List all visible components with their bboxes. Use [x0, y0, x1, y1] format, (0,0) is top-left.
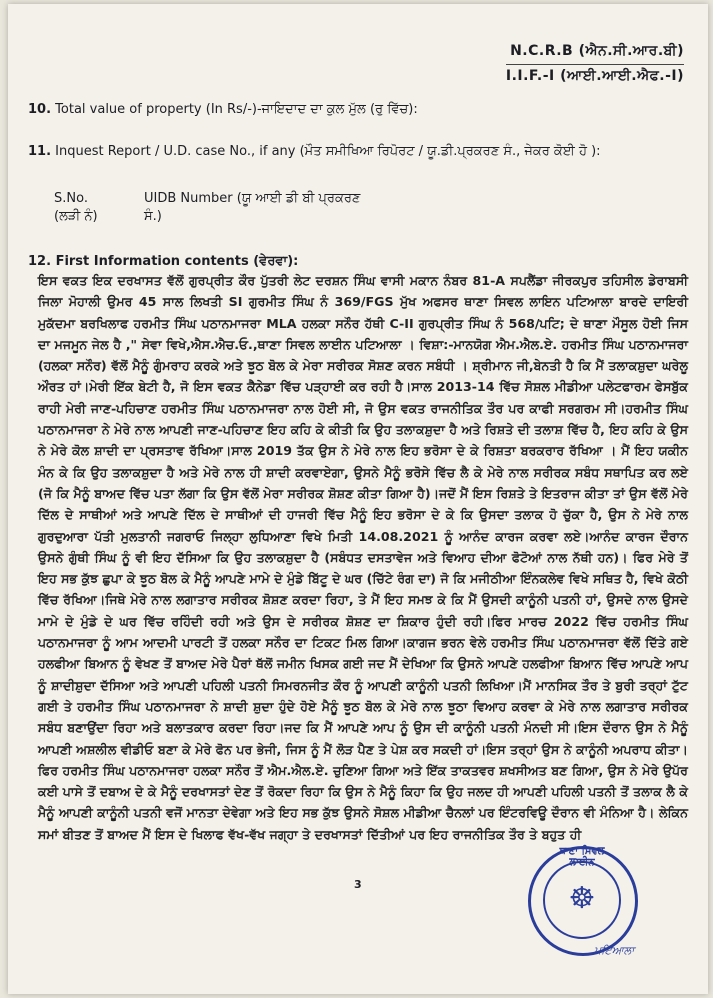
sno-column-header: S.No. (ਲੜੀ ਨੰ) [54, 191, 98, 224]
field-10 [28, 102, 418, 117]
ncrb-label: N.C.R.B (ਐਨ.ਸੀ.ਆਰ.ਬੀ) [510, 43, 684, 59]
uidb-column-header: UIDB Number (ਯੂ ਆਈ ਡੀ ਬੀ ਪ੍ਰਕਰਣ ਸੰ.) [144, 191, 361, 224]
document-page [8, 4, 708, 994]
field-11-label: Inquest Report / U.D. case No., if any (ਮੌਤ ਸਮੀਖਿਆ ਰਿਪੋਰਟ / ਯੂ.ਡੀ.ਪ੍ਰਕਰਣ ਸੰ., ਜੇਕਰ ਕੋਈ ਹੋ ): [55, 144, 601, 159]
field-12-number: 12. [28, 254, 52, 269]
stamp-text: ਥਾਣਾ ਸਿਵਲ ਲਾਈਨ [559, 846, 605, 868]
field-10-label: Total value of property (In Rs/-)-ਜਾਇਦਾਦ ਦਾ ਕੁਲ ਮੁੱਲ (ਰੁ ਵਿੱਚ): [55, 102, 418, 117]
field-11 [28, 144, 601, 159]
fir-contents: ਇਸ ਵਕਤ ਇਕ ਦਰਖਾਸਤ ਵੱਲੋਂ ਗੁਰਪ੍ਰੀਤ ਕੌਰ ਪੁੱਤਰੀ ਲੇਟ ਦਰਸ਼ਨ ਸਿੰਘ ਵਾਸੀ ਮਕਾਨ ਨੰਬਰ 81-A ਸਪਲੈਂਡਾ ਜੀਰਕਪੁਰ ਤਹਿਸੀਲ ਡੇਰਾਬਸੀ ਜਿਲਾ ਮੋਹਾਲੀ ਉਮਰ 45 ਸਾਲ ਲਿਖਤੀ SI ਗੁਰਮੀਤ ਸਿੰਘ ਨੰ 369/FGS ਮੁੱਖ ਅਫਸਰ ਥਾਣਾ ਸਿਵਲ ਲਾਇਨ ਪਟਿਆਲਾ ਬਾਰਦੇ ਦਾਇਰੀ ਮੁਕੱਦਮਾ ਬਰਖਿਲਾਫ ਹਰਮੀਤ ਸਿੰਘ ਪਠਾਨਮਾਜਰਾ MLA ਹਲਕਾ ਸਨੌਰ ਹੱਥੀ C-II ਗੁਰਪ੍ਰੀਤ ਸਿੰਘ ਨੰ 568/ਪਟਿ; ਦੇ ਥਾਣਾ ਮੌਸੂਲ ਹੋਈ ਜਿਸ ਦਾ ਮਜਮੂਨ ਜੇਲ ਹੈ ," ਸੇਵਾ ਵਿਖੇ,ਐਸ.ਐਚ.ਓ.,ਥਾਣਾ ਸਿਵਲ ਲਾਈਨ ਪਟਿਆਲਾ । ਵਿਸ਼ਾ:-ਮਾਨਯੋਗ ਐਮ.ਐਲ.ਏ. ਹਰਮੀਤ ਸਿੰਘ ਪਠਾਨਮਾਜਰਾ (ਹਲਕਾ ਸਨੌਰ) ਵੱਲੋਂ ਮੈਨੂੰ ਗੁੰਮਰਾਹ ਕਰਕੇ ਅਤੇ ਝੂਠ ਬੋਲ ਕੇ ਮੇਰਾ ਸਰੀਰਕ ਸੋਸ਼ਣ ਕਰਨ ਸਬੰਧੀ । ਸ਼੍ਰੀਮਾਨ ਜੀ,ਬੇਨਤੀ ਹੈ ਕਿ ਮੈਂ ਤਲਾਕਸ਼ੁਦਾ ਘਰੇਲੂ ਔਰਤ ਹਾਂ।ਮੇਰੀ ਇੱਕ ਬੇਟੀ ਹੈ, ਜੋ ਇਸ ਵਕਤ ਕੈਨੇਡਾ ਵਿੱਚ ਪੜ੍ਹਾਈ ਕਰ ਰਹੀ ਹੈ।ਸਾਲ 2013-14 ਵਿੱਚ ਸੋਸ਼ਲ ਮੀਡੀਆ ਪਲੇਟਫਾਰਮ ਫੇਸਬੁੱਕ ਰਾਹੀ ਮੇਰੀ ਜਾਣ-ਪਹਿਚਾਣ ਹਰਮੀਤ ਸਿੰਘ ਪਠਾਨਮਾਜਰਾ ਨਾਲ ਹੋਈ ਸੀ, ਜੋ ਉਸ ਵਕਤ ਰਾਜਨੀਤਿਕ ਤੌਰ ਪਰ ਕਾਫੀ ਸਰਗਰਮ ਸੀ।ਹਰਮੀਤ ਸਿੰਘ ਪਠਾਨਮਾਜਰਾ ਨੇ ਮੇਰੇ ਨਾਲ ਆਪਣੀ ਜਾਣ-ਪਹਿਚਾਣ ਇਹ ਕਹਿ ਕੇ ਕੀਤੀ ਕਿ ਉਹ ਤਲਾਕਸ਼ੁਦਾ ਹੈ ਅਤੇ ਰਿਸ਼ਤੇ ਦੀ ਤਲਾਸ਼ ਵਿੱਚ ਹੈ, ਇਹ ਕਹਿ ਕੇ ਉਸ ਨੇ ਮੇਰੇ ਕੋਲ ਸ਼ਾਦੀ ਦਾ ਪ੍ਰਸਤਾਵ ਰੱਖਿਆ।ਸਾਲ 2019 ਤੱਕ ਉਸ ਨੇ ਮੇਰੇ ਨਾਲ ਇਹ ਭਰੋਸਾ ਦੇ ਕੇ ਰਿਸ਼ਤਾ ਬਰਕਰਾਰ ਰੱਖਿਆ । ਮੈਂ ਇਹ ਯਕੀਨ ਮੰਨ ਕੇ ਕਿ ਉਹ ਤਲਾਕਸ਼ੁਦਾ ਹੈ ਅਤੇ ਮੇਰੇ ਨਾਲ ਹੀ ਸ਼ਾਦੀ ਕਰਵਾਏਗਾ, ਉਸਨੇ ਮੈਨੂੰ ਭਰੋਸੇ ਵਿੱਚ ਲੈ ਕੇ ਮੇਰੇ ਨਾਲ ਸਰੀਰਕ ਸਬੰਧ ਸਥਾਪਿਤ ਕਰ ਲਏ (ਜੋ ਕਿ ਮੈਨੂੰ ਬਾਅਦ ਵਿੱਚ ਪਤਾ ਲੱਗਾ ਕਿ ਉਸ ਵੱਲੋਂ ਮੇਰਾ ਸਰੀਰਕ ਸ਼ੋਸ਼ਣ ਕੀਤਾ ਗਿਆ ਹੈ)।ਜਦੋਂ ਮੈਂ ਇਸ ਰਿਸ਼ਤੇ ਤੇ ਇਤਰਾਜ ਕੀਤਾ ਤਾਂ ਉਸ ਵੱਲੋਂ ਮੇਰੇ ਦਿੱਲ ਦੇ ਸਾਥੀਆਂ ਅਤੇ ਆਪਣੇ ਦਿੱਲ ਦੇ ਸਾਥੀਆਂ ਦੀ ਹਾਜਰੀ ਵਿੱਚ ਮੈਨੂੰ ਇਹ ਭਰੋਸਾ ਦੇ ਕੇ ਕਿ ਉਸਦਾ ਤਲਾਕ ਹੋ ਚੁੱਕਾ ਹੈ, ਉਸ ਨੇ ਮੇਰੇ ਨਾਲ ਗੁਰਦੁਆਰਾ ਪੱਤੀ ਮੁਲਤਾਨੀ ਜਗਰਾਓ ਜਿਲ੍ਹਾ ਲੁਧਿਆਣਾ ਵਿਖੇ ਮਿਤੀ 14.08.2021 ਨੂੰ ਆਨੰਦ ਕਾਰਜ ਕਰਵਾ ਲਏ।ਆਨੰਦ ਕਾਰਜ ਦੌਰਾਨ ਉਸਨੇ ਗੁੰਥੀ ਸਿੰਘ ਨੂੰ ਵੀ ਇਹ ਦੱਸਿਆ ਕਿ ਉਹ ਤਲਾਕਸ਼ੁਦਾ ਹੈ (ਸਬੰਧਤ ਦਸਤਾਵੇਜ ਅਤੇ ਵਿਆਹ ਦੀਆ ਫੋਟੋਆਂ ਨਾਲ ਨੱਥੀ ਹਨ)। ਫਿਰ ਮੇਰੇ ਤੋਂ ਇਹ ਸਭ ਕੁੱਝ ਛੁਪਾ ਕੇ ਝੂਠ ਬੋਲ ਕੇ ਮੈਨੂੰ ਆਪਣੇ ਮਾਮੇ ਦੇ ਮੁੰਡੇ ਬਿੱਟੂ ਦੇ ਘਰ (ਚਿੱਟੇ ਰੰਗ ਦਾ) ਜੋ ਕਿ ਮਜੀਠੀਆ ਇੰਨਕਲੇਵ ਵਿਖੇ ਸਥਿਤ ਹੈ, ਵਿਖੇ ਕੋਠੀ ਵਿੱਚ ਰੱਖਿਆ।ਜਿਥੇ ਮੇਰੇ ਨਾਲ ਲਗਾਤਾਰ ਸਰੀਰਕ ਸ਼ੋਸ਼ਣ ਕਰਦਾ ਰਿਹਾ, ਤੇ ਮੈਂ ਇਹ ਸਮਝ ਕੇ ਕਿ ਮੈਂ ਉਸਦੀ ਕਾਨੂੰਨੀ ਪਤਨੀ ਹਾਂ, ਉਸਦੇ ਨਾਲ ਉਸਦੇ ਮਾਮੇ ਦੇ ਮੁੰਡੇ ਦੇ ਘਰ ਵਿੱਚ ਰਹਿੰਦੀ ਰਹੀ ਅਤੇ ਉਸ ਦੇ ਸਰੀਰਕ ਸ਼ੋਸ਼ਣ ਦਾ ਸ਼ਿਕਾਰ ਹੁੰਦੀ ਰਹੀ।ਫਿਰ ਮਾਰਚ 2022 ਵਿੱਚ ਹਰਮੀਤ ਸਿੰਘ ਪਠਾਨਮਾਜਰਾ ਨੂੰ ਆਮ ਆਦਮੀ ਪਾਰਟੀ ਤੋਂ ਹਲਕਾ ਸਨੌਰ ਦਾ ਟਿਕਟ ਮਿਲ ਗਿਆ।ਕਾਗਜ ਭਰਨ ਵੇਲੇ ਹਰਮੀਤ ਸਿੰਘ ਪਠਾਨਮਾਜਰਾ ਵੱਲੋਂ ਦਿੱਤੇ ਗਏ ਹਲਫੀਆ ਬਿਆਨ ਨੂੰ ਵੇਖਣ ਤੋਂ ਬਾਅਦ ਮੇਰੇ ਪੈਰਾਂ ਥੱਲੋਂ ਜਮੀਨ ਖਿਸਕ ਗਈ ਜਦ ਮੈਂ ਦੇਖਿਆ ਕਿ ਉਸਨੇ ਆਪਣੇ ਹਲਫੀਆ ਬਿਆਨ ਵਿੱਚ ਆਪਣੇ ਆਪ ਨੂੰ ਸ਼ਾਦੀਸ਼ੁਦਾ ਦੱਸਿਆ ਅਤੇ ਆਪਣੀ ਪਹਿਲੀ ਪਤਨੀ ਸਿਮਰਨਜੀਤ ਕੌਰ ਨੂੰ ਆਪਣੀ ਕਾਨੂੰਨੀ ਪਤਨੀ ਲਿਖਿਆ।ਮੈਂ ਮਾਨਸਿਕ ਤੌਰ ਤੇ ਬੁਰੀ ਤਰ੍ਹਾਂ ਟੁੱਟ ਗਈ ਤੇ ਹਰਮੀਤ ਸਿੰਘ ਪਠਾਨਮਾਜਰਾ ਨੇ ਸ਼ਾਦੀ ਸ਼ੁਦਾ ਹੁੰਦੇ ਹੋਏ ਮੈਨੂੰ ਝੂਠ ਬੋਲ ਕੇ ਮੇਰੇ ਨਾਲ ਝੂਠਾ ਵਿਆਹ ਕਰਵਾ ਕੇ ਮੇਰੇ ਨਾਲ ਲਗਾਤਾਰ ਸਰੀਰਕ ਸਬੰਧ ਬਣਾਉਂਦਾ ਰਿਹਾ ਅਤੇ ਬਲਾਤਕਾਰ ਕਰਦਾ ਰਿਹਾ।ਜਦ ਕਿ ਮੈਂ ਆਪਣੇ ਆਪ ਨੂੰ ਉਸ ਦੀ ਕਾਨੂੰਨੀ ਪਤਨੀ ਮੰਨਦੀ ਸੀ।ਇਸ ਦੌਰਾਨ ਉਸ ਨੇ ਮੈਨੂੰ ਆਪਣੀ ਅਸ਼ਲੀਲ ਵੀਡੀਓ ਬਣਾ ਕੇ ਮੇਰੇ ਫੋਨ ਪਰ ਭੇਜੀ, ਜਿਸ ਨੂੰ ਮੈਂ ਲੋੜ ਪੈਣ ਤੇ ਪੇਸ਼ ਕਰ ਸਕਦੀ ਹਾਂ।ਇਸ ਤਰ੍ਹਾਂ ਉਸ ਨੇ ਕਾਨੂੰਨੀ ਅਪਰਾਧ ਕੀਤਾ।ਫਿਰ ਹਰਮੀਤ ਸਿੰਘ ਪਠਾਨਮਾਜਰਾ ਹਲਕਾ ਸਨੌਰ ਤੋਂ ਐਮ.ਐਲ.ਏ. ਚੁਣਿਆ ਗਿਆ ਅਤੇ ਇੱਕ ਤਾਕਤਵਰ ਸ਼ਖਸੀਅਤ ਬਣ ਗਿਆ, ਉਸ ਨੇ ਮੇਰੇ ਉਪੱਰ ਕਈ ਪਾਸੇ ਤੋਂ ਦਬਾਅ ਦੇ ਕੇ ਮੈਨੂੰ ਦਰਖਾਸਤਾਂ ਦੇਣ ਤੋਂ ਰੋਕਦਾ ਰਿਹਾ ਕਿ ਉਸ ਨੇ ਮੈਨੂੰ ਕਿਹਾ ਕਿ ਉਹ ਜਲਦ ਹੀ ਆਪਣੀ ਪਹਿਲੀ ਪਤਨੀ ਤੋਂ ਤਲਾਕ ਲੈ ਕੇ ਮੈਨੂੰ ਆਪਣੀ ਕਾਨੂੰਨੀ ਪਤਨੀ ਵਜੋਂ ਮਾਨਤਾ ਦੇਵੇਗਾ ਅਤੇ ਇਹ ਸਭ ਕੁੱਝ ਉਸਨੇ ਸੋਸ਼ਲ ਮੀਡੀਆ ਚੈਨਲਾਂ ਪਰ ਇੰਟਰਵਿਊ ਦੌਰਾਨ ਵੀ ਮੰਨਿਆ ਹੈ। ਲੇਕਿਨ ਸਮਾਂ ਬੀਤਣ ਤੋਂ ਬਾਅਦ ਮੈਂ ਇਸ ਦੇ ਖਿਲਾਫ ਵੱਖ-ਵੱਖ ਜਗ੍ਹਾ ਤੇ ਦਰਖਾਸਤਾਂ ਦਿੱਤੀਆਂ ਪਰ ਇਹ ਰਾਜਨੀਤਿਕ ਤੌਰ ਤੇ ਬਹੁਤ ਹੀ [38, 273, 688, 842]
page-number: 3 [354, 878, 362, 891]
form-header [506, 40, 684, 87]
field-12 [28, 254, 298, 269]
iif-label: I.I.F.-I (ਆਈ.ਆਈ.ਐਫ.-I) [505, 68, 684, 84]
field-10-number: 10. [28, 102, 52, 117]
field-11-number: 11. [28, 144, 52, 159]
emblem-icon: ☸ [568, 881, 596, 916]
signature: ਪਟਿਆਲਾ [594, 944, 635, 957]
field-12-label: First Information contents (ਵੇਰਵਾ): [55, 254, 299, 269]
